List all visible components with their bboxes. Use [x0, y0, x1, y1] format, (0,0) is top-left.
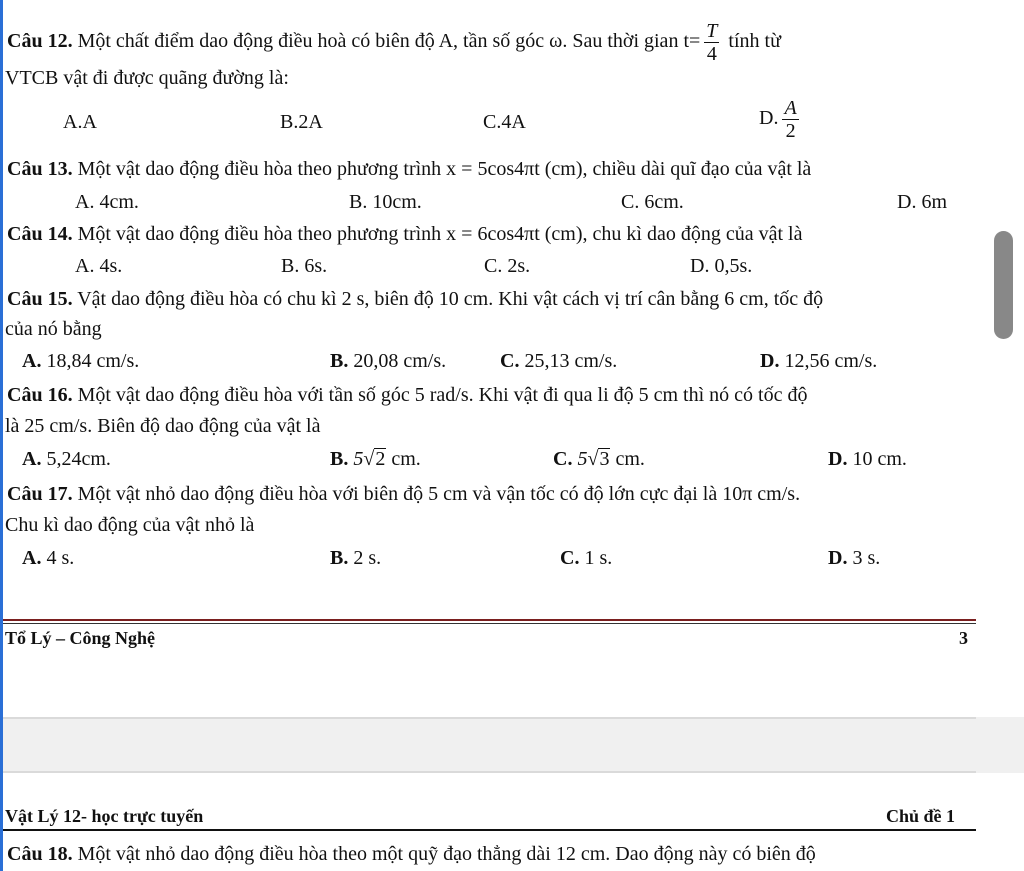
q15-option-b — [330, 349, 446, 373]
q12-text-b: tính từ — [723, 30, 781, 53]
q13-text: Một vật dao động điều hòa theo phương trình x = 5cos4πt (cm), chiều dài quĩ đạo của vật là — [72, 158, 812, 180]
header-rule — [3, 829, 976, 831]
q14-option-a: A. 4s. — [75, 255, 123, 277]
q16-option-d — [828, 447, 907, 471]
q15-option-c — [500, 349, 617, 373]
q16-line1 — [7, 383, 807, 407]
q16-option-a-letter: A. — [22, 448, 42, 470]
q17-label: Câu 17. — [7, 483, 73, 505]
q17-text: Một vật nhỏ dao động điều hòa với biên độ 5 cm và vận tốc có độ lớn cực đại là 10π cm/s. — [72, 483, 801, 505]
q17-option-b-letter: B. — [330, 547, 349, 569]
q13-option-b: B. 10cm. — [349, 191, 422, 213]
scrollbar-thumb[interactable] — [994, 231, 1013, 339]
q16-option-a — [22, 447, 111, 471]
q12-line1 — [7, 20, 781, 65]
header-left: Vật Lý 12- học trực tuyến — [5, 806, 204, 826]
q14-line1 — [7, 222, 802, 246]
q15-label: Câu 15. — [7, 288, 73, 310]
q15-option-b-letter: B. — [330, 350, 349, 372]
q17-option-c-letter: C. — [560, 547, 580, 569]
q13-option-a: A. 4cm. — [75, 191, 139, 213]
q16-option-b: B. 5√2 cm. — [330, 448, 421, 470]
q12-option-d-prefix: D. — [759, 107, 779, 130]
q14-option-b: B. 6s. — [281, 255, 328, 277]
q17-option-b-text: 2 s. — [348, 547, 382, 569]
q15-line1 — [7, 287, 823, 311]
q14-text: Một vật dao động điều hòa theo phương trình x = 6cos4πt (cm), chu kì dao động của vật là — [72, 223, 803, 245]
q17-option-a — [22, 546, 74, 570]
q16-label: Câu 16. — [7, 384, 73, 406]
q16-option-b-radicand: 2 — [375, 448, 386, 470]
q15-option-d-letter: D. — [760, 350, 780, 372]
q12-option-d-num: A — [784, 97, 797, 119]
q12-option-a: A.A — [63, 111, 97, 133]
q16-option-c-coef: 5 — [577, 448, 588, 470]
q16-option-b-letter: B. — [330, 448, 349, 470]
q15-option-a — [22, 349, 139, 373]
q12-frac-num: T — [706, 20, 718, 42]
q15-option-a-letter: A. — [22, 350, 42, 372]
scrollbar-track[interactable] — [976, 0, 1024, 717]
q16-option-b-unit: cm. — [386, 448, 421, 470]
q17-option-a-letter: A. — [22, 547, 42, 569]
q16-option-d-text: 10 cm. — [847, 448, 907, 470]
q12-option-d-fraction — [782, 97, 798, 142]
q15-option-d-text: 12,56 cm/s. — [779, 350, 878, 372]
q13-label: Câu 13. — [7, 158, 73, 180]
q17-option-a-text: 4 s. — [41, 547, 75, 569]
q17-option-d-letter: D. — [828, 547, 848, 569]
q12-line2: VTCB vật đi được quãng đường là: — [5, 67, 289, 89]
q12-option-d-den: 2 — [785, 120, 796, 142]
header-right: Chủ đề 1 — [886, 806, 956, 826]
q14-option-c: C. 2s. — [484, 255, 531, 277]
q16-text: Một vật dao động điều hòa với tần số góc 5 rad/s. Khi vật đi qua li độ 5 cm thì nó có tốc độ — [72, 384, 808, 406]
q12-label: Câu 12. — [7, 30, 73, 53]
q15-option-b-text: 20,08 cm/s. — [348, 350, 447, 372]
q15-option-a-text: 18,84 cm/s. — [41, 350, 140, 372]
q16-option-c-letter: C. — [553, 448, 573, 470]
q13-line1 — [7, 157, 811, 181]
q13-option-c: C. 6cm. — [621, 191, 684, 213]
q12-option-c: C.4A — [483, 111, 526, 133]
q15-text: Vật dao động điều hòa có chu kì 2 s, biên độ 10 cm. Khi vật cách vị trí cân bằng 6 cm, tốc độ — [72, 288, 824, 310]
footer-page-number: 3 — [959, 628, 968, 648]
q17-option-c-text: 1 s. — [579, 547, 613, 569]
q17-option-d — [828, 546, 880, 570]
q12-option-b: B.2A — [280, 111, 323, 133]
q17-option-d-text: 3 s. — [847, 547, 881, 569]
q16-option-d-letter: D. — [828, 448, 848, 470]
footer-rule — [3, 619, 976, 624]
q12-frac-den: 4 — [706, 43, 717, 65]
q17-option-b — [330, 546, 381, 570]
q16-option-c: C. 5√3 cm. — [553, 448, 645, 470]
q12-fraction — [704, 20, 719, 65]
footer-left: Tổ Lý – Công Nghệ — [5, 628, 156, 648]
q17-line2: Chu kì dao động của vật nhỏ là — [5, 514, 255, 536]
q18-text: Một vật nhỏ dao động điều hòa theo một quỹ đạo thẳng dài 12 cm. Dao động này có biên độ — [72, 843, 816, 865]
q16-option-c-radicand: 3 — [599, 448, 610, 470]
q12-text-a: Một chất điểm dao động điều hoà có biên độ A, tần số góc ω. Sau thời gian t= — [72, 30, 701, 53]
q14-option-d: D. 0,5s. — [690, 255, 753, 277]
q15-option-c-letter: C. — [500, 350, 520, 372]
q18-label: Câu 18. — [7, 843, 73, 865]
q16-line2: là 25 cm/s. Biên độ dao động của vật là — [5, 415, 321, 437]
q12-option-d — [759, 97, 803, 142]
q17-line1 — [7, 482, 800, 506]
q15-line2: của nó bằng — [5, 318, 102, 340]
q15-option-d — [760, 349, 877, 373]
q18-line1 — [7, 842, 816, 866]
q14-label: Câu 14. — [7, 223, 73, 245]
q15-option-c-text: 25,13 cm/s. — [519, 350, 618, 372]
q17-option-c — [560, 546, 612, 570]
page-gap — [3, 717, 1024, 773]
q16-option-a-text: 5,24cm. — [41, 448, 111, 470]
q16-option-c-unit: cm. — [610, 448, 645, 470]
q13-option-d: D. 6m — [897, 191, 947, 213]
q16-option-b-coef: 5 — [353, 448, 364, 470]
